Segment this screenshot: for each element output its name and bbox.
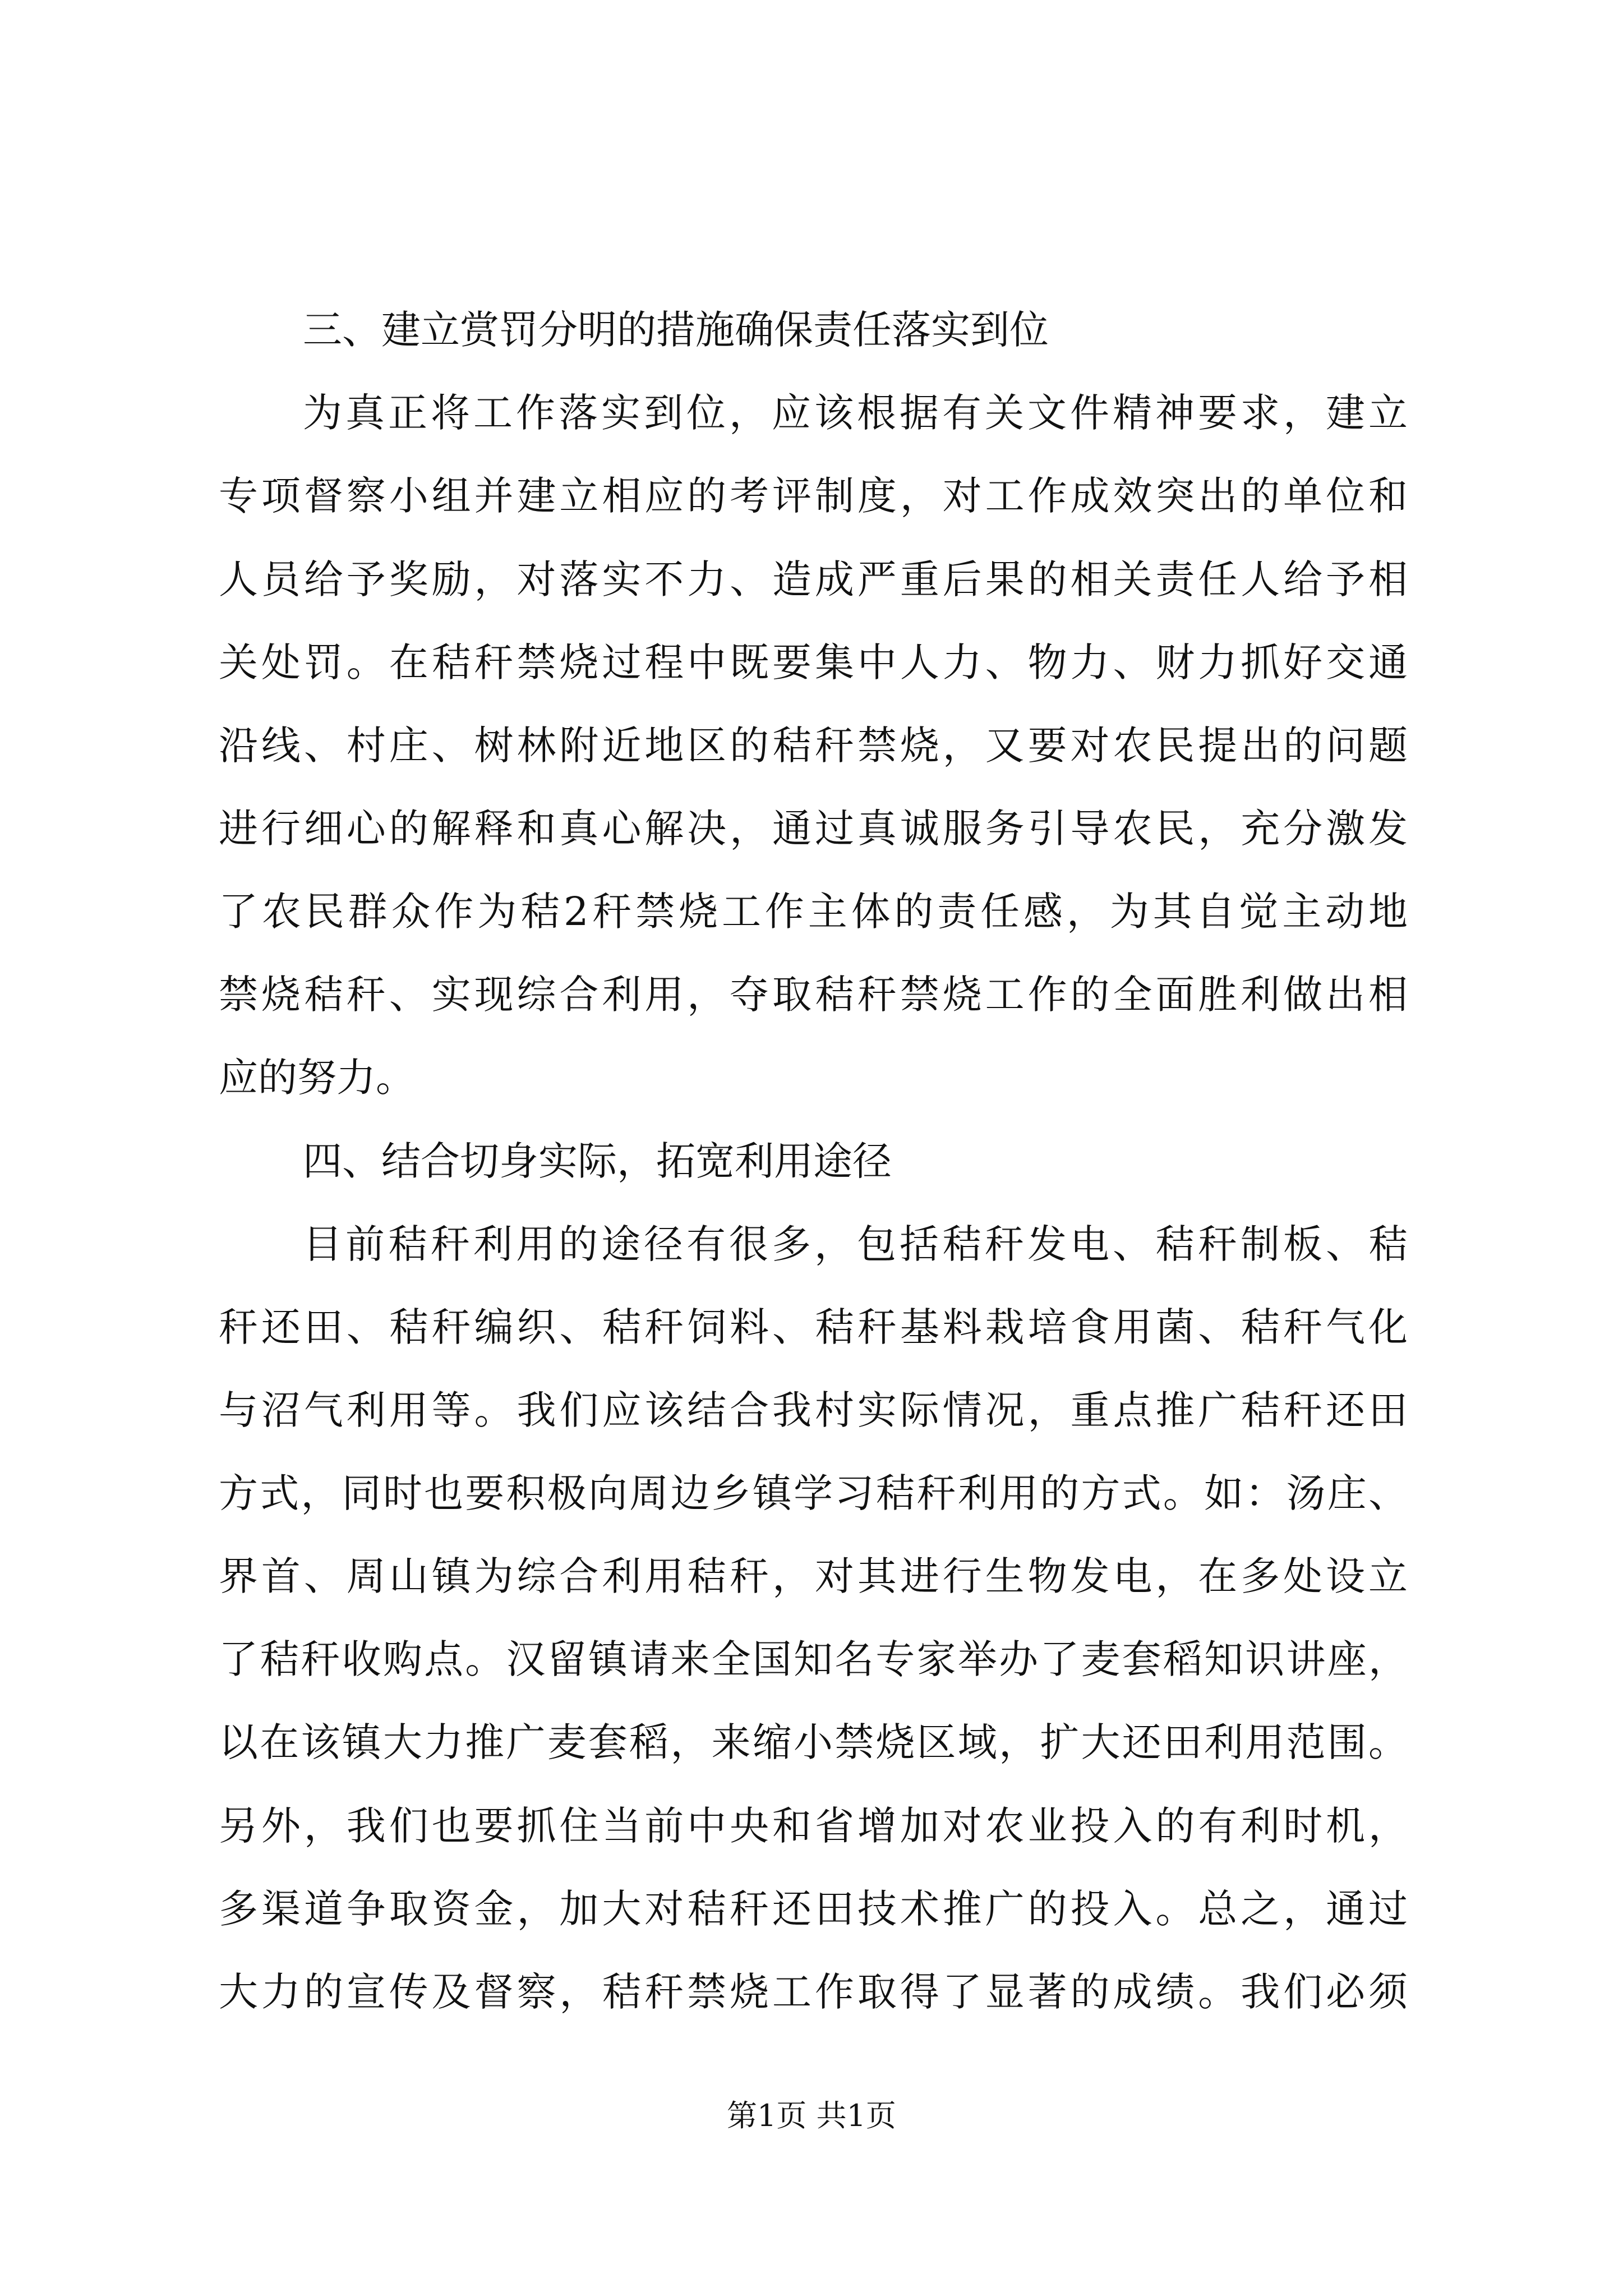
text-line: 以在该镇大力推广麦套稻，来缩小禁烧区域，扩大还田利用范围。 xyxy=(219,1719,1408,1765)
text-line: 界首、周山镇为综合利用秸秆，对其进行生物发电，在多处设立 xyxy=(219,1553,1408,1599)
text-line: 目前秸秆利用的途径有很多，包括秸秆发电、秸秆制板、秸 xyxy=(303,1221,1408,1267)
text-line: 应的努力。 xyxy=(219,1055,415,1101)
text-line: 与沼气利用等。我们应该结合我村实际情况，重点推广秸秆还田 xyxy=(219,1387,1408,1433)
section-heading-4: 四、结合切身实际，拓宽利用途径 xyxy=(303,1138,892,1184)
text-line: 专项督察小组并建立相应的考评制度，对工作成效突出的单位和 xyxy=(219,473,1408,519)
text-line: 秆还田、秸秆编织、秸秆饲料、秸秆基料栽培食用菌、秸秆气化 xyxy=(219,1304,1408,1350)
text-line: 进行细心的解释和真心解决，通过真诚服务引导农民，充分激发 xyxy=(219,806,1408,852)
section-heading-3: 三、建立赏罚分明的措施确保责任落实到位 xyxy=(303,307,1049,353)
text-line: 方式，同时也要积极向周边乡镇学习秸秆利用的方式。如：汤庄、 xyxy=(219,1470,1408,1516)
text-line: 为真正将工作落实到位，应该根据有关文件精神要求，建立 xyxy=(303,390,1408,436)
text-line: 沿线、村庄、树林附近地区的秸秆禁烧，又要对农民提出的问题 xyxy=(219,723,1408,769)
text-line: 另外，我们也要抓住当前中央和省增加对农业投入的有利时机， xyxy=(219,1803,1408,1849)
text-line: 多渠道争取资金，加大对秸秆还田技术推广的投入。总之，通过 xyxy=(219,1886,1408,1932)
text-line: 人员给予奖励，对落实不力、造成严重后果的相关责任人给予相 xyxy=(219,556,1408,602)
text-line: 了秸秆收购点。汉留镇请来全国知名专家举办了麦套稻知识讲座， xyxy=(219,1636,1408,1682)
text-line: 了农民群众作为秸2秆禁烧工作主体的责任感，为其自觉主动地 xyxy=(219,889,1408,935)
text-line: 关处罚。在秸秆禁烧过程中既要集中人力、物力、财力抓好交通 xyxy=(219,639,1408,685)
page-footer: 第1页 共1页 xyxy=(727,2098,896,2133)
text-line: 大力的宣传及督察，秸秆禁烧工作取得了显著的成绩。我们必须 xyxy=(219,1969,1408,2015)
text-line: 禁烧秸秆、实现综合利用，夺取秸秆禁烧工作的全面胜利做出相 xyxy=(219,972,1408,1018)
